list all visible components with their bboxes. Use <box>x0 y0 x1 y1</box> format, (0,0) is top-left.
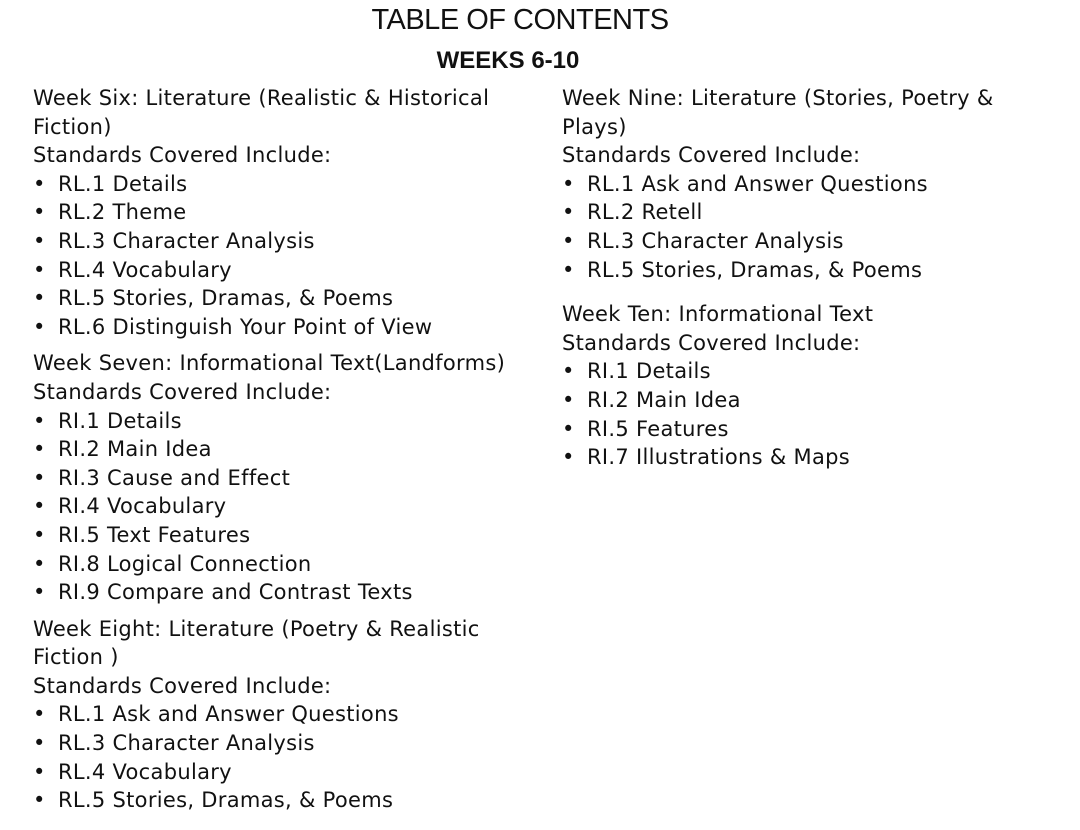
bullet-icon: • <box>33 257 46 282</box>
bullet-icon: • <box>33 788 46 813</box>
standard-text: RL.1 Ask and Answer Questions <box>587 171 928 196</box>
standards-label: Standards Covered Include: <box>33 143 332 168</box>
list-item <box>33 313 553 342</box>
week-heading: Week Nine: Literature (Stories, Poetry & Plays) <box>562 86 994 139</box>
list-item <box>33 700 553 729</box>
bullet-icon: • <box>562 359 575 384</box>
list-item <box>33 786 553 815</box>
list-item <box>562 443 1062 472</box>
standards-label: Standards Covered Include: <box>33 673 332 698</box>
list-item <box>562 256 1062 285</box>
standard-text: RL.1 Details <box>58 171 188 196</box>
standard-text: RI.5 Features <box>587 416 729 441</box>
standard-text: RL.1 Ask and Answer Questions <box>58 702 399 727</box>
week-heading: Week Ten: Informational Text <box>562 302 874 327</box>
list-item <box>33 256 553 285</box>
list-item <box>562 357 1062 386</box>
standards-list <box>33 170 553 342</box>
bullet-icon: • <box>33 551 46 576</box>
list-item <box>562 415 1062 444</box>
standard-text: RL.4 Vocabulary <box>58 257 232 282</box>
right-column <box>562 84 1062 480</box>
week-heading: Week Seven: Informational Text(Landforms) <box>33 351 506 376</box>
list-item <box>33 407 553 436</box>
bullet-icon: • <box>33 286 46 311</box>
week-heading: Week Eight: Literature (Poetry & Realistic Fiction ) <box>33 616 480 670</box>
bullet-icon: • <box>33 731 46 756</box>
bullet-icon: • <box>33 314 46 339</box>
standard-text: RL.6 Distinguish Your Point of View <box>58 314 433 339</box>
standard-text: RL.2 Retell <box>587 200 703 225</box>
list-item <box>33 492 553 521</box>
page-title: TABLE OF CONTENTS <box>371 4 669 36</box>
bullet-icon: • <box>33 522 46 547</box>
standard-text: RI.2 Main Idea <box>58 437 212 462</box>
bullet-icon: • <box>562 445 575 470</box>
list-item <box>562 227 1062 256</box>
list-item <box>33 170 553 199</box>
list-item <box>33 227 553 256</box>
left-column <box>33 84 553 823</box>
week-heading: Week Six: Literature (Realistic & Historical Fiction) <box>33 86 490 139</box>
bullet-icon: • <box>33 702 46 727</box>
standard-text: RI.5 Text Features <box>58 522 251 547</box>
list-item <box>33 464 553 493</box>
bullet-icon: • <box>33 171 46 196</box>
bullet-icon: • <box>33 228 46 253</box>
bullet-icon: • <box>562 200 575 225</box>
week-seven-section <box>33 349 553 606</box>
standards-list <box>562 170 1062 284</box>
bullet-icon: • <box>562 228 575 253</box>
standard-text: RL.5 Stories, Dramas, & Poems <box>58 788 394 813</box>
bullet-icon: • <box>33 494 46 519</box>
bullet-icon: • <box>33 759 46 784</box>
list-item <box>562 198 1062 227</box>
page-subtitle: WEEKS 6-10 <box>436 47 580 74</box>
list-item <box>33 550 553 579</box>
standard-text: RL.4 Vocabulary <box>58 759 232 784</box>
bullet-icon: • <box>562 416 575 441</box>
standards-list <box>562 357 1062 471</box>
standard-text: RI.4 Vocabulary <box>58 494 227 519</box>
list-item <box>33 729 553 758</box>
standard-text: RL.3 Character Analysis <box>58 731 315 756</box>
bullet-icon: • <box>562 257 575 282</box>
week-nine-section <box>562 84 1062 284</box>
list-item <box>33 578 553 607</box>
standards-label: Standards Covered Include: <box>562 330 861 355</box>
standard-text: RI.3 Cause and Effect <box>58 465 291 490</box>
standards-label: Standards Covered Include: <box>33 379 332 404</box>
standard-text: RL.2 Theme <box>58 200 187 225</box>
list-item <box>562 386 1062 415</box>
bullet-icon: • <box>33 580 46 605</box>
list-item <box>33 198 553 227</box>
bullet-icon: • <box>33 408 46 433</box>
standard-text: RL.3 Character Analysis <box>587 228 844 253</box>
standard-text: RI.7 Illustrations & Maps <box>587 445 850 470</box>
standard-text: RI.9 Compare and Contrast Texts <box>58 580 413 605</box>
standard-text: RL.5 Stories, Dramas, & Poems <box>587 257 923 282</box>
standard-text: RI.1 Details <box>587 359 711 384</box>
week-six-section <box>33 84 553 341</box>
standard-text: RL.3 Character Analysis <box>58 228 315 253</box>
standards-label: Standards Covered Include: <box>562 143 861 168</box>
list-item <box>33 758 553 787</box>
list-item <box>33 284 553 313</box>
week-ten-section <box>562 300 1062 472</box>
standard-text: RI.2 Main Idea <box>587 387 741 412</box>
week-eight-section <box>33 615 553 815</box>
standard-text: RI.1 Details <box>58 408 182 433</box>
standards-list <box>33 407 553 607</box>
standard-text: RI.8 Logical Connection <box>58 551 312 576</box>
bullet-icon: • <box>33 200 46 225</box>
bullet-icon: • <box>33 437 46 462</box>
standard-text: RL.5 Stories, Dramas, & Poems <box>58 286 394 311</box>
list-item <box>33 521 553 550</box>
list-item <box>33 435 553 464</box>
bullet-icon: • <box>562 387 575 412</box>
bullet-icon: • <box>562 171 575 196</box>
bullet-icon: • <box>33 465 46 490</box>
list-item <box>562 170 1062 199</box>
standards-list <box>33 700 553 814</box>
